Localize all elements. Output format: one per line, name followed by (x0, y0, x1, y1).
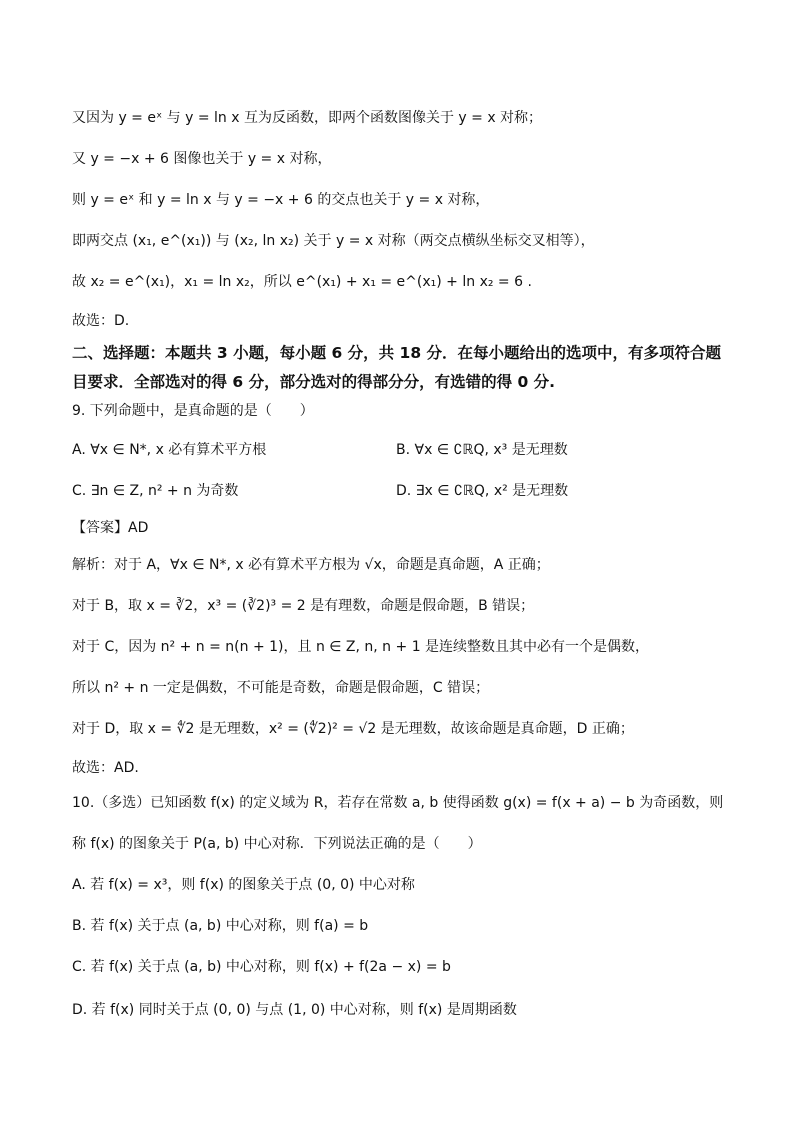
section-heading-line-1: 二、选择题：本题共 3 小题，每小题 6 分，共 18 分．在每小题给出的选项中，有多项符合题 (72, 344, 722, 362)
question-10-stem-line-2: 称 f(x) 的图象关于 P(a, b) 中心对称．下列说法正确的是（ ） (72, 836, 482, 852)
analysis-line: 故选：AD. (72, 760, 139, 776)
analysis-line: 对于 C，因为 n² + n = n(n + 1)，且 n ∈ Z, n, n + 1 是连续整数且其中必有一个是偶数， (72, 639, 650, 655)
text-line: 故 x₂ = e^(x₁)，x₁ = ln x₂，所以 e^(x₁) + x₁ = e^(x₁) + ln x₂ = 6 . (72, 274, 532, 290)
question-10-option-a: A. 若 f(x) = x³，则 f(x) 的图象关于点 (0, 0) 中心对称 (72, 877, 415, 893)
question-9-answer: 【答案】AD (72, 520, 149, 536)
question-10-stem-line-1: 10.（多选）已知函数 f(x) 的定义域为 R，若存在常数 a, b 使得函数 g(x) = f(x + a) − b 为奇函数，则 (72, 795, 724, 811)
question-10-option-c: C. 若 f(x) 关于点 (a, b) 中心对称，则 f(x) + f(2a − x) = b (72, 959, 451, 975)
analysis-line: 解析：对于 A，∀x ∈ N*, x 必有算术平方根为 √x，命题是真命题，A 正确； (72, 557, 550, 573)
text-line: 则 y = eˣ 和 y = ln x 与 y = −x + 6 的交点也关于 y = x 对称， (72, 192, 490, 208)
text-line: 又因为 y = eˣ 与 y = ln x 互为反函数，即两个函数图像关于 y = x 对称； (72, 110, 543, 126)
question-9-stem: 9. 下列命题中，是真命题的是（ ） (72, 403, 314, 419)
text-line: 故选：D. (72, 313, 130, 329)
question-9-option-a: A. ∀x ∈ N*, x 必有算术平方根 (72, 442, 267, 458)
question-9-option-d: D. ∃x ∈ ∁ℝQ, x² 是无理数 (396, 483, 569, 499)
analysis-line: 对于 D，取 x = ∜2 是无理数，x² = (∜2)² = √2 是无理数，故该命题是真命题，D 正确； (72, 721, 634, 737)
question-9-option-c: C. ∃n ∈ Z, n² + n 为奇数 (72, 483, 239, 499)
analysis-line: 所以 n² + n 一定是偶数，不可能是奇数，命题是假命题，C 错误； (72, 680, 490, 696)
question-10-option-d: D. 若 f(x) 同时关于点 (0, 0) 与点 (1, 0) 中心对称，则 f(x) 是周期函数 (72, 1002, 517, 1018)
section-heading-line-2: 目要求．全部选对的得 6 分，部分选对的得部分分，有选错的得 0 分. (72, 373, 556, 391)
question-10-option-b: B. 若 f(x) 关于点 (a, b) 中心对称，则 f(a) = b (72, 918, 369, 934)
analysis-line: 对于 B，取 x = ∛2，x³ = (∛2)³ = 2 是有理数，命题是假命题，B 错误； (72, 598, 535, 614)
text-line: 即两交点 (x₁, e^(x₁)) 与 (x₂, ln x₂) 关于 y = x 对称（两交点横纵坐标交叉相等）， (72, 233, 595, 249)
question-9-option-b: B. ∀x ∈ ∁ℝQ, x³ 是无理数 (396, 442, 568, 458)
text-line: 又 y = −x + 6 图像也关于 y = x 对称， (72, 151, 332, 167)
